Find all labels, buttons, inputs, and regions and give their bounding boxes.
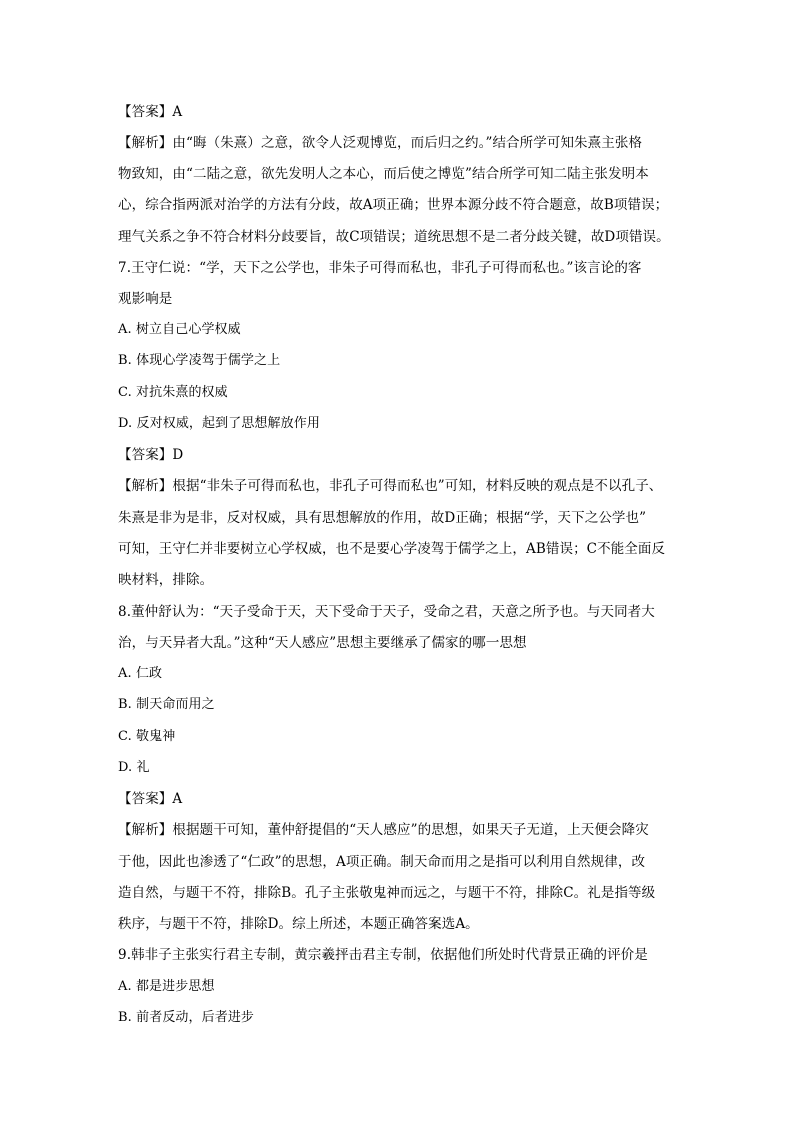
analysis-line: 造自然，与题干不符，排除B。孔子主张敬鬼神而远之，与题干不符，排除C。礼是指等级 bbox=[118, 885, 656, 901]
option-a: A. 仁政 bbox=[118, 666, 163, 681]
analysis-line: 映材料，排除。 bbox=[118, 572, 214, 588]
answer-line: 【答案】A bbox=[118, 104, 183, 120]
option-b: B. 前者反动，后者进步 bbox=[118, 1010, 255, 1025]
analysis-line: 【解析】由“晦（朱熹）之意，欲令人泛观博览，而后归之约。”结合所学可知朱熹主张格 bbox=[118, 135, 643, 151]
option-d: D. 反对权威，起到了思想解放作用 bbox=[118, 416, 320, 431]
analysis-line: 可知，王守仁并非要树立心学权威，也不是要心学凌驾于儒学之上，AB错误；C不能全面反 bbox=[118, 541, 666, 557]
question-line: 9.韩非子主张实行君主专制，黄宗羲抨击君主专制，依据他们所处时代背景正确的评价是 bbox=[118, 947, 648, 963]
answer-line: 【答案】A bbox=[118, 791, 183, 807]
analysis-line: 秩序，与题干不符，排除D。综上所述，本题正确答案选A。 bbox=[118, 916, 479, 932]
question-line: 8.董仲舒认为：“天子受命于天，天下受命于天子，受命之君，天意之所予也。与天同者大 bbox=[118, 604, 655, 620]
answer-line: 【答案】D bbox=[118, 447, 184, 463]
analysis-line: 心，综合指两派对治学的方法有分歧，故A项正确；世界本源分歧不符合题意，故B项错误； bbox=[118, 197, 669, 213]
option-b: B. 制天命而用之 bbox=[118, 697, 215, 712]
option-b: B. 体现心学凌驾于儒学之上 bbox=[118, 353, 281, 368]
option-c: C. 对抗朱熹的权威 bbox=[118, 385, 228, 400]
analysis-line: 理气关系之争不符合材料分歧要旨，故C项错误；道统思想不是二者分歧关键，故D项错误。 bbox=[118, 229, 670, 245]
question-line: 7.王守仁说：“学，天下之公学也，非朱子可得而私也，非孔子可得而私也。”该言论的客 bbox=[118, 260, 642, 276]
option-c: C. 敬鬼神 bbox=[118, 729, 176, 744]
analysis-line: 【解析】根据“非朱子可得而私也，非孔子可得而私也”可知，材料反映的观点是不以孔子、 bbox=[118, 478, 663, 494]
option-d: D. 礼 bbox=[118, 760, 150, 775]
analysis-line: 物致知，由“二陆之意，欲先发明人之本心，而后使之博览”结合所学可知二陆主张发明本 bbox=[118, 166, 649, 182]
option-a: A. 都是进步思想 bbox=[118, 979, 215, 994]
question-line: 治，与天异者大乱。”这种“天人感应”思想主要继承了儒家的哪一思想 bbox=[118, 635, 527, 651]
option-a: A. 树立自己心学权威 bbox=[118, 322, 241, 337]
analysis-line: 于他，因此也渗透了“仁政”的思想，A项正确。制天命而用之是指可以利用自然规律，改 bbox=[118, 854, 646, 870]
analysis-line: 【解析】根据题干可知，董仲舒提倡的“天人感应”的思想，如果天子无道，上天便会降灾 bbox=[118, 822, 649, 838]
question-line: 观影响是 bbox=[118, 291, 173, 307]
analysis-line: 朱熹是非为是非，反对权威，具有思想解放的作用，故D正确；根据“学，天下之公学也” bbox=[118, 510, 647, 526]
